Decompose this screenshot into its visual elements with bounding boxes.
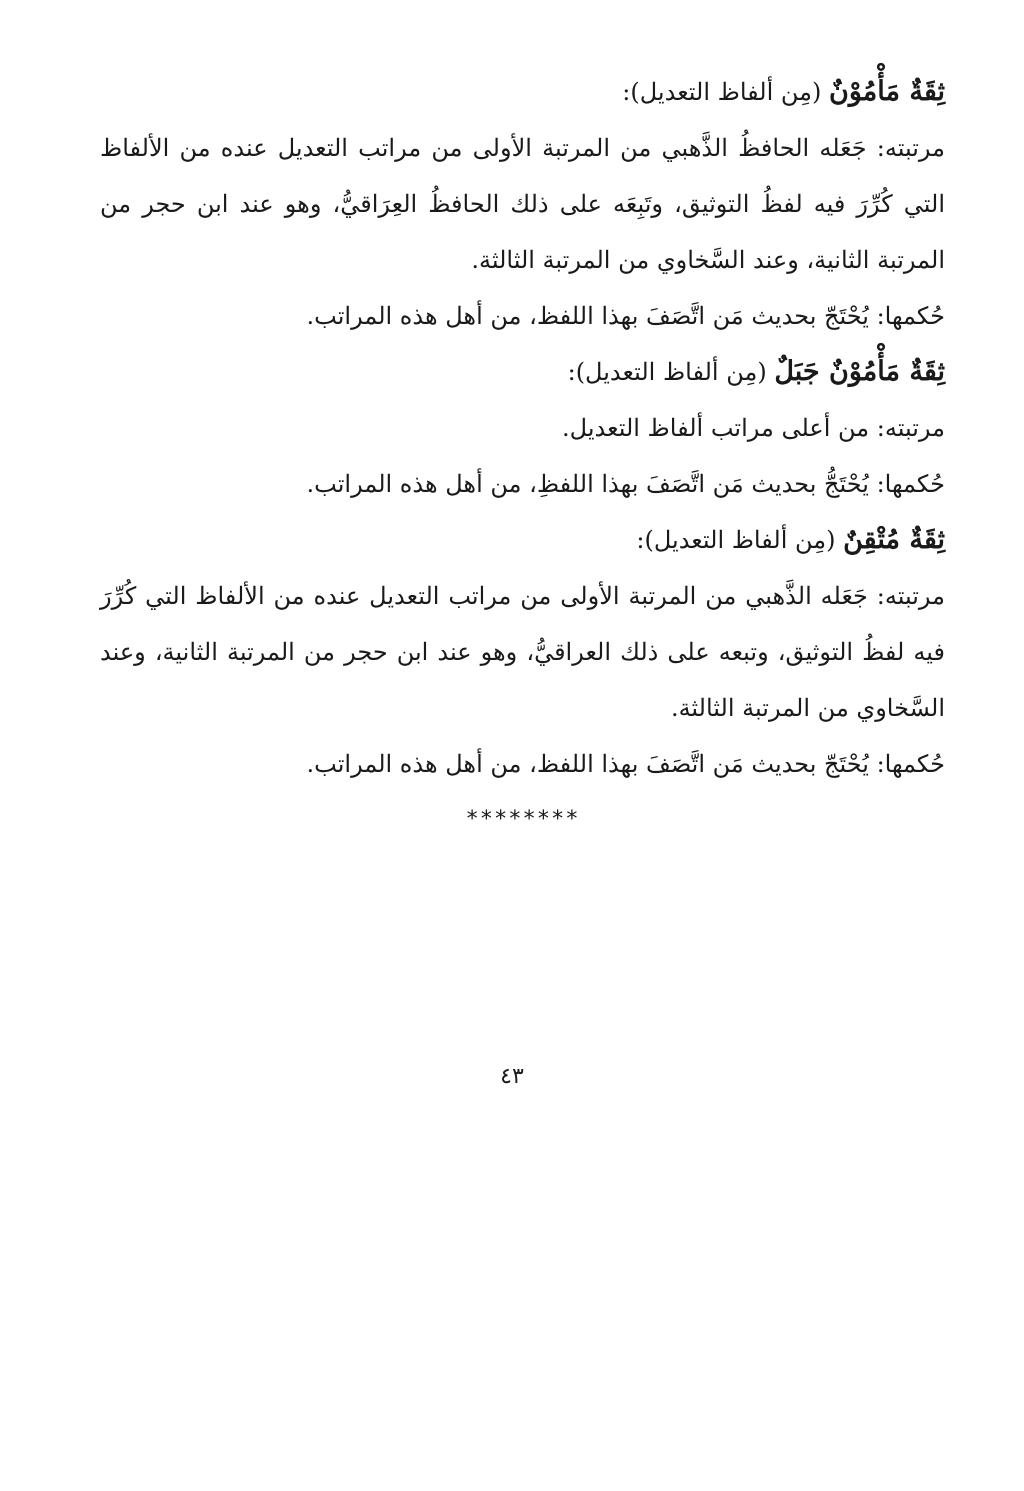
entry-block xyxy=(100,512,945,792)
entry-heading xyxy=(100,344,945,400)
entry-heading xyxy=(100,512,945,568)
entry-rank-paragraph: مرتبته: جَعَله الحافظُ الذَّهبي من المرتبة الأولى من مراتب التعديل عنده من الألفاظ التي كُرِّرَ فيه لفظُ التوثيق، وتَبِعَه على ذلك الحافظُ العِرَاقيُّ، وهو عند ابن حجر من المرتبة الثانية، وعند السَّخاوي من المرتبة الثالثة. xyxy=(100,134,945,274)
entry-note: (مِن ألفاظ التعديل): xyxy=(622,78,822,106)
section-separator: ******** xyxy=(465,807,580,832)
entry-body xyxy=(100,568,945,792)
entry-body xyxy=(100,400,945,512)
entry-heading xyxy=(100,64,945,120)
entry-rank-paragraph: مرتبته: جَعَله الذَّهبي من المرتبة الأولى من مراتب التعديل عنده من الألفاظ التي كُرِّرَ فيه لفظُ التوثيق، وتبعه على ذلك العراقيُّ، وهو عند ابن حجر من المرتبة الثانية، وعند السَّخاوي من المرتبة الثالثة. xyxy=(100,582,946,722)
entry-ruling-paragraph: حُكمها: يُحْتَجّ بحديث مَن اتَّصَفَ بهذا اللفظ، من أهل هذه المراتب. xyxy=(306,302,945,330)
entry-rank-paragraph: مرتبته: من أعلى مراتب ألفاظ التعديل. xyxy=(562,414,945,442)
entry-ruling-paragraph: حُكمها: يُحْتَجّ بحديث مَن اتَّصَفَ بهذا اللفظ، من أهل هذه المراتب. xyxy=(306,750,945,778)
entry-ruling-paragraph: حُكمها: يُحْتَجُّ بحديث مَن اتَّصَفَ بهذا اللفظِ، من أهل هذه المراتب. xyxy=(306,470,945,498)
page-content xyxy=(100,64,945,848)
entry-term: ثِقَةٌ مَأْمُوْنٌ جَبَلٌ xyxy=(774,356,945,387)
entry-block xyxy=(100,344,945,512)
entry-note: (مِن ألفاظ التعديل): xyxy=(567,358,767,386)
entry-term: ثِقَةٌ مَأْمُوْنٌ xyxy=(829,76,945,107)
entry-body xyxy=(100,120,945,344)
entry-term: ثِقَةٌ مُتْقِنٌ xyxy=(843,524,945,555)
page-number: ٤٣ xyxy=(500,1064,524,1089)
entry-block xyxy=(100,64,945,344)
entry-note: (مِن ألفاظ التعديل): xyxy=(636,526,836,554)
